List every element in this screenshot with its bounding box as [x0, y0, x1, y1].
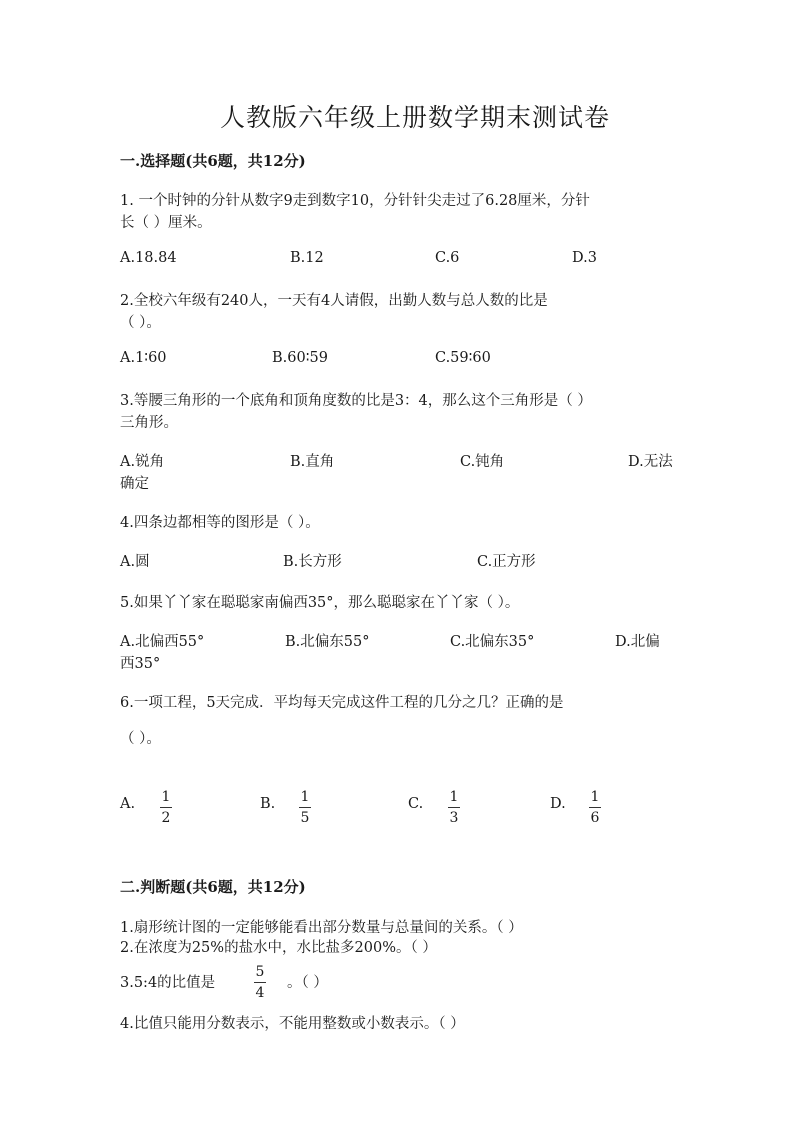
q1-option-b[interactable]: B.12 — [290, 250, 324, 266]
q1-option-a[interactable]: A.18.84 — [120, 250, 177, 266]
q3-option-d-wrap: 确定 — [120, 476, 149, 492]
q5-option-d-wrap: 西35° — [120, 656, 161, 672]
q3-option-c[interactable]: C.钝角 — [460, 454, 505, 470]
q3-option-d[interactable]: D.无法 — [628, 454, 673, 470]
question-6-line-2: （ ）。 — [120, 731, 161, 747]
fraction-bar — [299, 807, 311, 808]
section-heading-choice: 一.选择题(共6题，共12分) — [120, 152, 306, 170]
q3-option-b[interactable]: B.直角 — [290, 454, 335, 470]
q5-option-a[interactable]: A.北偏西55° — [120, 634, 205, 650]
q2-option-c[interactable]: C.59∶60 — [435, 350, 491, 366]
q6-option-d[interactable]: D. — [550, 796, 566, 812]
fraction-denominator: 4 — [255, 985, 265, 1001]
q6-option-d-fraction — [589, 790, 601, 825]
fraction-bar — [254, 982, 266, 983]
fraction-numerator: 1 — [449, 789, 459, 805]
question-5-line-1: 5.如果丫丫家在聪聪家南偏西35°，那么聪聪家在丫丫家（ ）。 — [120, 595, 520, 611]
q6-option-c[interactable]: C. — [408, 796, 424, 812]
q2-option-a[interactable]: A.1∶60 — [120, 350, 167, 366]
q1-option-d[interactable]: D.3 — [572, 250, 597, 266]
q6-option-c-fraction — [448, 790, 460, 825]
question-1-line-2: 长（ ）厘米。 — [120, 215, 212, 231]
q6-option-a[interactable]: A. — [120, 796, 136, 812]
question-3-line-1: 3.等腰三角形的一个底角和顶角度数的比是3：4，那么这个三角形是（ ） — [120, 393, 592, 409]
question-2-line-1: 2.全校六年级有240人，一天有4人请假，出勤人数与总人数的比是 — [120, 293, 548, 309]
fraction-denominator: 3 — [449, 810, 459, 826]
statement-2: 2.在浓度为25%的盐水中，水比盐多200%。（ ） — [120, 940, 437, 956]
q2-option-b[interactable]: B.60∶59 — [272, 350, 328, 366]
q5-option-d[interactable]: D.北偏 — [615, 634, 660, 650]
statement-1: 1.扇形统计图的一定能够能看出部分数量与总量间的关系。（ ） — [120, 920, 523, 936]
fraction-bar — [448, 807, 460, 808]
q4-option-b[interactable]: B.长方形 — [283, 554, 342, 570]
section-heading-judgment: 二.判断题(共6题，共12分) — [120, 878, 306, 896]
fraction-denominator: 6 — [590, 810, 600, 826]
q4-option-a[interactable]: A.圆 — [120, 554, 150, 570]
page-title: 人教版六年级上册数学期末测试卷 — [220, 103, 611, 132]
fraction-numerator: 1 — [161, 789, 171, 805]
question-2-line-2: （ ）。 — [120, 315, 161, 331]
fraction-bar — [160, 807, 172, 808]
fraction-numerator: 1 — [590, 789, 600, 805]
fraction-bar — [589, 807, 601, 808]
fraction-numerator: 1 — [300, 789, 310, 805]
question-6-line-1: 6.一项工程，5天完成．平均每天完成这件工程的几分之几？正确的是 — [120, 695, 564, 711]
statement-3-suffix: 。（ ） — [287, 975, 328, 991]
q6-option-b[interactable]: B. — [260, 796, 276, 812]
question-1-line-1: 1. 一个时钟的分针从数字9走到数字10，分针针尖走过了6.28厘米，分针 — [120, 193, 590, 209]
statement-3-prefix: 3.5:4的比值是 — [120, 975, 216, 991]
statement-4: 4.比值只能用分数表示，不能用整数或小数表示。（ ） — [120, 1016, 465, 1032]
question-3-line-2: 三角形。 — [120, 415, 178, 431]
fraction-numerator: 5 — [255, 964, 265, 980]
q5-option-c[interactable]: C.北偏东35° — [450, 634, 535, 650]
fraction-denominator: 2 — [161, 810, 171, 826]
q6-option-a-fraction — [160, 790, 172, 825]
statement-3-fraction — [254, 965, 266, 1000]
q5-option-b[interactable]: B.北偏东55° — [285, 634, 370, 650]
q4-option-c[interactable]: C.正方形 — [477, 554, 536, 570]
question-4-line-1: 4.四条边都相等的图形是（ ）。 — [120, 515, 320, 531]
fraction-denominator: 5 — [300, 810, 310, 826]
q6-option-b-fraction — [299, 790, 311, 825]
q1-option-c[interactable]: C.6 — [435, 250, 460, 266]
q3-option-a[interactable]: A.锐角 — [120, 454, 165, 470]
